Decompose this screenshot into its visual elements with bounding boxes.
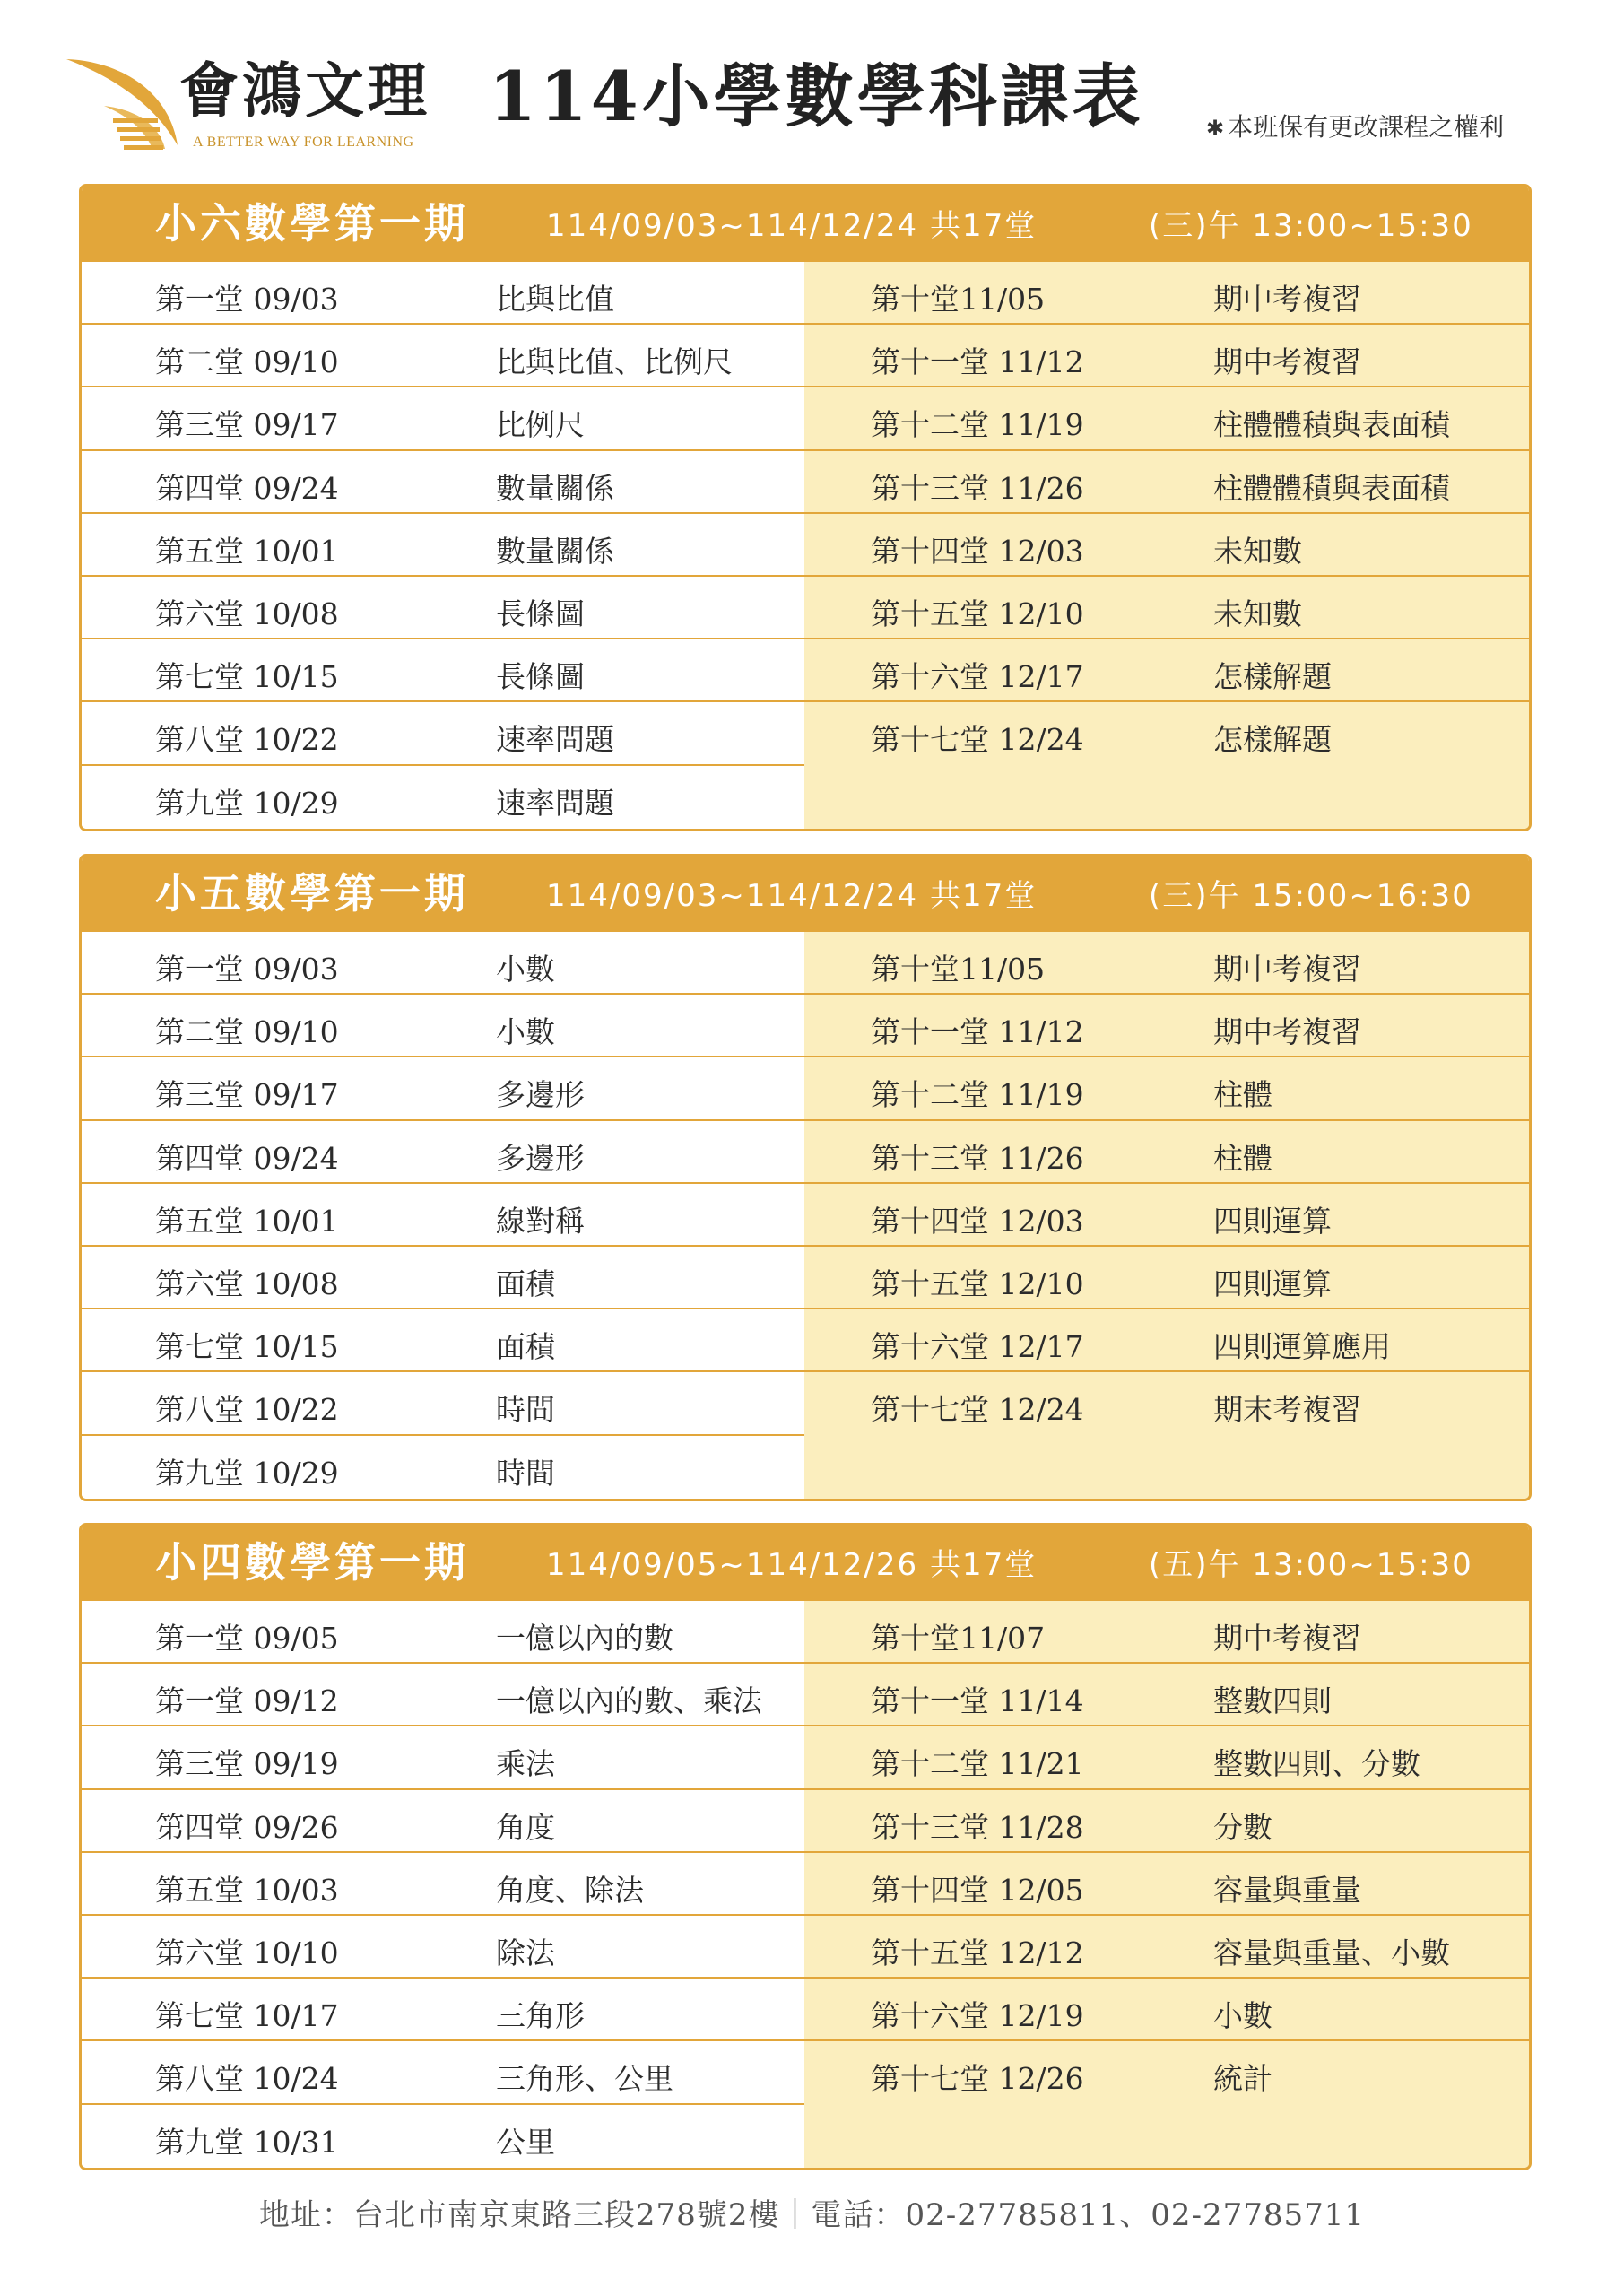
lesson-date: 第二堂 09/10 [155, 1014, 339, 1050]
lesson-date: 第十二堂 11/19 [871, 1077, 1084, 1113]
lesson-date: 第五堂 10/03 [155, 1872, 339, 1908]
table-row [804, 1372, 1529, 1435]
lesson-date: 第三堂 09/17 [155, 407, 339, 443]
lesson-date: 第十四堂 12/05 [871, 1872, 1084, 1908]
table-row [82, 387, 804, 450]
lesson-topic: 一億以內的數 [496, 1621, 673, 1656]
lesson-date: 第十二堂 11/21 [871, 1746, 1084, 1782]
table-row [804, 1853, 1529, 1916]
page-title: 114小學數學科課表 [489, 57, 1144, 136]
lesson-date: 第十堂11/07 [871, 1621, 1046, 1656]
lesson-topic: 容量與重量、小數 [1213, 1935, 1450, 1970]
course-section [79, 1523, 1532, 2170]
lesson-date: 第一堂 09/05 [155, 1621, 339, 1656]
table-row [82, 325, 804, 387]
lesson-topic: 速率問題 [496, 722, 614, 758]
table-row [804, 387, 1529, 450]
table-row [82, 1436, 804, 1499]
lesson-date: 第九堂 10/29 [155, 1455, 339, 1491]
lesson-date: 第八堂 10/22 [155, 722, 339, 758]
lesson-topic: 四則運算應用 [1213, 1329, 1391, 1365]
table-row [804, 1664, 1529, 1726]
lesson-topic: 期中考複習 [1213, 1621, 1361, 1656]
lesson-date: 第十三堂 11/26 [871, 470, 1084, 506]
table-row [82, 932, 804, 995]
table-row [82, 1916, 804, 1979]
table-row [804, 995, 1529, 1057]
brand-name: 會鴻文理 [179, 56, 430, 126]
lesson-topic: 三角形、公里 [496, 2061, 673, 2097]
lesson-topic: 柱體 [1213, 1140, 1272, 1176]
lesson-date: 第十一堂 11/12 [871, 344, 1084, 380]
disclaimer [1206, 108, 1504, 144]
lessons-left-column [82, 932, 804, 1499]
asterisk-icon: ✱ [1206, 116, 1225, 141]
table-row [804, 1916, 1529, 1979]
lesson-date: 第十二堂 11/19 [871, 407, 1084, 443]
section-time: (三)午 13:00~15:30 [1149, 208, 1473, 244]
lesson-date: 第五堂 10/01 [155, 1203, 339, 1239]
table-row [82, 2105, 804, 2168]
lesson-date: 第十堂11/05 [871, 282, 1046, 317]
lesson-topic: 角度 [496, 1809, 555, 1845]
table-row [82, 2041, 804, 2104]
lesson-date: 第十五堂 12/10 [871, 596, 1084, 631]
table-row [82, 1979, 804, 2041]
lesson-topic: 怎樣解題 [1213, 659, 1332, 695]
table-row [804, 1726, 1529, 1789]
lesson-topic: 比與比值 [496, 282, 614, 317]
section-header [82, 1526, 1529, 1601]
table-row [804, 577, 1529, 639]
lesson-date: 第十一堂 11/14 [871, 1683, 1084, 1719]
table-row [804, 639, 1529, 702]
lesson-date: 第十六堂 12/17 [871, 1329, 1084, 1365]
brand-tagline: A BETTER WAY FOR LEARNING [193, 135, 414, 150]
table-row [82, 451, 804, 514]
lesson-topic: 期末考複習 [1213, 1392, 1361, 1428]
course-section [79, 854, 1532, 1501]
lesson-topic: 小數 [496, 1014, 555, 1050]
lesson-date: 第十四堂 12/03 [871, 533, 1084, 569]
lesson-date: 第六堂 10/10 [155, 1935, 339, 1970]
lesson-topic: 整數四則 [1213, 1683, 1332, 1719]
lesson-topic: 數量關係 [496, 470, 614, 506]
table-row [82, 514, 804, 577]
lesson-topic: 線對稱 [496, 1203, 585, 1239]
table-row [82, 1184, 804, 1247]
lesson-topic: 角度、除法 [496, 1872, 644, 1908]
footer-contact: 地址：台北市南京東路三段278號2樓｜電話：02-27785811、02-27785711 [258, 2197, 1366, 2233]
section-name: 小六數學第一期 [155, 199, 469, 248]
lesson-date: 第九堂 10/29 [155, 785, 339, 821]
lesson-topic: 怎樣解題 [1213, 722, 1332, 758]
lesson-topic: 三角形 [496, 1998, 585, 2034]
lesson-date: 第十七堂 12/24 [871, 722, 1084, 758]
table-row [804, 1790, 1529, 1853]
lesson-topic: 公里 [496, 2124, 555, 2160]
lesson-topic: 一億以內的數、乘法 [496, 1683, 762, 1719]
table-row [804, 1057, 1529, 1120]
lesson-topic: 四則運算 [1213, 1265, 1332, 1301]
lesson-topic: 面積 [496, 1329, 555, 1365]
lesson-date: 第一堂 09/12 [155, 1683, 339, 1719]
table-row [804, 932, 1529, 995]
section-table [82, 932, 1529, 1499]
lesson-date: 第一堂 09/03 [155, 282, 339, 317]
table-row [82, 702, 804, 765]
section-name: 小四數學第一期 [155, 1538, 469, 1587]
table-row [82, 1247, 804, 1309]
page-header [0, 0, 1624, 170]
lesson-date: 第十七堂 12/24 [871, 1392, 1084, 1428]
lesson-topic: 多邊形 [496, 1077, 585, 1113]
section-table [82, 1601, 1529, 2168]
table-row [82, 995, 804, 1057]
lesson-topic: 時間 [496, 1455, 555, 1491]
lesson-date: 第三堂 09/19 [155, 1746, 339, 1782]
lessons-left-column [82, 1601, 804, 2168]
section-table [82, 262, 1529, 829]
lesson-topic: 小數 [1213, 1998, 1272, 2034]
table-row [804, 702, 1529, 765]
lesson-topic: 柱體體積與表面積 [1213, 407, 1450, 443]
lesson-topic: 速率問題 [496, 785, 614, 821]
lesson-topic: 四則運算 [1213, 1203, 1332, 1239]
lesson-topic: 乘法 [496, 1746, 555, 1782]
table-row [804, 262, 1529, 325]
lesson-topic: 整數四則、分數 [1213, 1746, 1420, 1782]
lesson-topic: 柱體 [1213, 1077, 1272, 1113]
section-dates: 114/09/03~114/12/24 共17堂 [546, 878, 1038, 914]
lesson-date: 第七堂 10/15 [155, 659, 339, 695]
table-row [804, 1601, 1529, 1664]
table-row [82, 1121, 804, 1184]
lesson-date: 第十六堂 12/19 [871, 1998, 1084, 2034]
section-dates: 114/09/03~114/12/24 共17堂 [546, 208, 1038, 244]
lesson-date: 第四堂 09/24 [155, 1140, 339, 1176]
lesson-date: 第八堂 10/24 [155, 2061, 339, 2097]
lesson-topic: 除法 [496, 1935, 555, 1970]
section-time: (五)午 13:00~15:30 [1149, 1547, 1473, 1583]
section-dates: 114/09/05~114/12/26 共17堂 [546, 1547, 1038, 1583]
table-row [804, 1247, 1529, 1309]
table-row [82, 1726, 804, 1789]
lesson-date: 第十三堂 11/26 [871, 1140, 1084, 1176]
lesson-date: 第四堂 09/26 [155, 1809, 339, 1845]
table-row [804, 2041, 1529, 2104]
lesson-date: 第十六堂 12/17 [871, 659, 1084, 695]
lesson-date: 第三堂 09/17 [155, 1077, 339, 1113]
lesson-topic: 統計 [1213, 2061, 1272, 2097]
lesson-date: 第十一堂 11/12 [871, 1014, 1084, 1050]
lesson-date: 第十堂11/05 [871, 952, 1046, 987]
table-row [82, 1057, 804, 1120]
lesson-topic: 期中考複習 [1213, 1014, 1361, 1050]
disclaimer-text: 本班保有更改課程之權利 [1228, 112, 1505, 142]
lesson-topic: 期中考複習 [1213, 344, 1361, 380]
section-header [82, 857, 1529, 932]
lesson-date: 第六堂 10/08 [155, 1265, 339, 1301]
lesson-topic: 容量與重量 [1213, 1872, 1361, 1908]
lesson-date: 第七堂 10/15 [155, 1329, 339, 1365]
lesson-date: 第十四堂 12/03 [871, 1203, 1084, 1239]
lesson-topic: 分數 [1213, 1809, 1272, 1845]
lessons-right-column [804, 262, 1529, 829]
lessons-right-column [804, 932, 1529, 1499]
lesson-date: 第九堂 10/31 [155, 2124, 339, 2160]
brand-logo-icon [63, 56, 197, 154]
table-row [82, 262, 804, 325]
lesson-topic: 未知數 [1213, 596, 1302, 631]
lessons-left-column [82, 262, 804, 829]
lesson-date: 第十七堂 12/26 [871, 2061, 1084, 2097]
lesson-topic: 長條圖 [496, 659, 585, 695]
lesson-date: 第四堂 09/24 [155, 470, 339, 506]
table-row [82, 577, 804, 639]
lesson-date: 第十五堂 12/12 [871, 1935, 1084, 1970]
table-row [804, 1309, 1529, 1372]
course-section [79, 184, 1532, 831]
table-row [804, 1121, 1529, 1184]
lesson-date: 第八堂 10/22 [155, 1392, 339, 1428]
lesson-topic: 比與比值、比例尺 [496, 344, 733, 380]
lesson-date: 第十五堂 12/10 [871, 1265, 1084, 1301]
table-row [82, 1664, 804, 1726]
table-row [804, 1184, 1529, 1247]
lesson-topic: 長條圖 [496, 596, 585, 631]
table-row [82, 1790, 804, 1853]
lesson-date: 第一堂 09/03 [155, 952, 339, 987]
lesson-topic: 期中考複習 [1213, 952, 1361, 987]
lesson-topic: 柱體體積與表面積 [1213, 470, 1450, 506]
table-row [82, 1309, 804, 1372]
lesson-topic: 未知數 [1213, 533, 1302, 569]
lesson-date: 第二堂 09/10 [155, 344, 339, 380]
section-name: 小五數學第一期 [155, 869, 469, 918]
lesson-topic: 面積 [496, 1265, 555, 1301]
lesson-topic: 時間 [496, 1392, 555, 1428]
section-time: (三)午 15:00~16:30 [1149, 878, 1473, 914]
table-row [82, 639, 804, 702]
table-row [804, 514, 1529, 577]
table-row [82, 1601, 804, 1664]
table-row [804, 1979, 1529, 2041]
table-row [82, 1853, 804, 1916]
section-header [82, 187, 1529, 262]
lesson-topic: 多邊形 [496, 1140, 585, 1176]
table-row [804, 325, 1529, 387]
lesson-date: 第六堂 10/08 [155, 596, 339, 631]
lesson-topic: 小數 [496, 952, 555, 987]
lesson-date: 第十三堂 11/28 [871, 1809, 1084, 1845]
table-row [82, 766, 804, 829]
lesson-date: 第七堂 10/17 [155, 1998, 339, 2034]
table-row [804, 451, 1529, 514]
lesson-topic: 期中考複習 [1213, 282, 1361, 317]
lessons-right-column [804, 1601, 1529, 2168]
lesson-topic: 比例尺 [496, 407, 585, 443]
lesson-date: 第五堂 10/01 [155, 533, 339, 569]
table-row [82, 1372, 804, 1435]
lesson-topic: 數量關係 [496, 533, 614, 569]
